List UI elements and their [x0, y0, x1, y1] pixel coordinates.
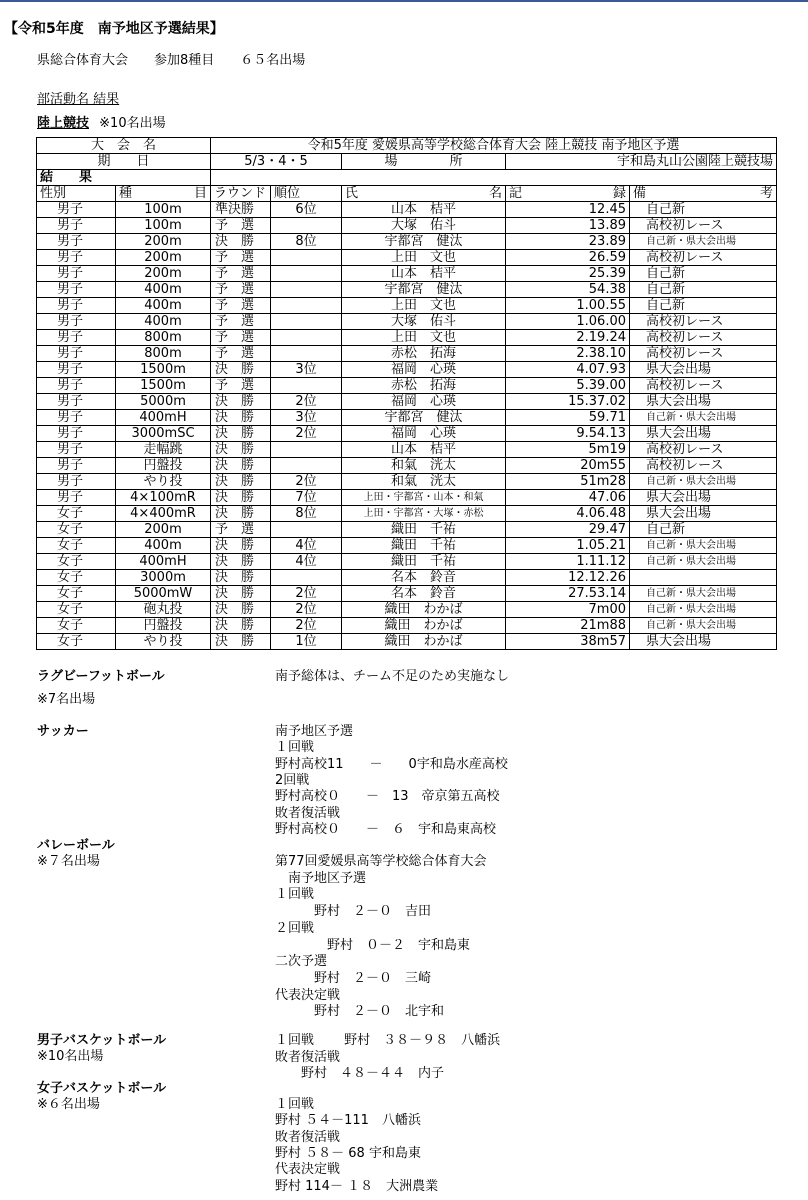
cell-place: [271, 458, 342, 474]
cell-record: 12.12.26: [506, 570, 630, 586]
cell-event: 800m: [116, 330, 211, 346]
cell-athlete: 上田 文也: [342, 250, 506, 266]
soccer-line: 南予地区予選: [275, 724, 354, 739]
page-title: 【令和5年度 南予地区予選結果】: [4, 21, 224, 37]
cell-gender: 女子: [37, 554, 116, 570]
womens-basketball-line: 野村 ５４－111 八幡浜: [275, 1113, 421, 1129]
cell-event: 100m: [116, 218, 211, 234]
cell-event: やり投: [116, 474, 211, 490]
summary-line: 県総合体育大会 参加8種目 ６５名出場: [37, 53, 306, 68]
header-round: ラウンド: [211, 186, 271, 202]
cell-gender: 女子: [37, 602, 116, 618]
rugby-result: 南予総体は、チーム不足のため実施なし: [275, 669, 510, 684]
table-row: [37, 202, 777, 218]
cell-round: 予 選: [211, 522, 271, 538]
womens-basketball-line: 野村 114－ １８ 大洲農業: [275, 1178, 439, 1194]
mens-basketball-line: １回戦 野村 ３８－９８ 八幡浜: [275, 1033, 501, 1048]
cell-round: 予 選: [211, 346, 271, 362]
table-row: [37, 362, 777, 378]
cell-place: [271, 378, 342, 394]
table-row: [37, 426, 777, 442]
cell-gender: 女子: [37, 634, 116, 650]
cell-athlete: 赤松 拓海: [342, 346, 506, 362]
athletics-note: ※10名出場: [99, 116, 166, 131]
cell-athlete: 和氣 洸太: [342, 458, 506, 474]
cell-place: 6位: [271, 202, 342, 218]
mens-basketball-line: 野村 ４８－４４ 内子: [275, 1066, 445, 1081]
cell-athlete: 宇都宮 健汰: [342, 282, 506, 298]
tournament-row: [37, 138, 777, 154]
cell-gender: 男子: [37, 330, 116, 346]
cell-record: 12.45: [506, 202, 630, 218]
cell-remarks: 県大会出場: [630, 634, 777, 650]
table-row: [37, 266, 777, 282]
volleyball-line: ２回戦: [275, 920, 315, 936]
header-record: 記 録: [506, 186, 630, 202]
cell-remarks: 自己新: [630, 282, 777, 298]
volleyball-line: 第77回愛媛県高等学校総合体育大会: [275, 854, 487, 869]
cell-athlete: 織田 わかば: [342, 618, 506, 634]
header-gender: 性別: [37, 186, 116, 202]
cell-place: [271, 266, 342, 282]
cell-remarks: 高校初レース: [630, 330, 777, 346]
cell-remarks: 自己新・県大会出場: [630, 410, 777, 426]
cell-gender: 男子: [37, 378, 116, 394]
cell-record: 1.06.00: [506, 314, 630, 330]
womens-basketball-line: 敗者復活戦: [275, 1129, 341, 1145]
cell-gender: 女子: [37, 506, 116, 522]
cell-event: 400mH: [116, 554, 211, 570]
cell-place: [271, 218, 342, 234]
cell-athlete: 織田 わかば: [342, 602, 506, 618]
cell-place: [271, 314, 342, 330]
volleyball-line: 二次予選: [275, 954, 328, 970]
cell-remarks: 自己新・県大会出場: [630, 538, 777, 554]
table-row: [37, 442, 777, 458]
cell-athlete: 福岡 心瑛: [342, 426, 506, 442]
cell-round: 予 選: [211, 314, 271, 330]
soccer-line: 2回戦: [275, 772, 310, 788]
table-row: [37, 458, 777, 474]
cell-remarks: 高校初レース: [630, 378, 777, 394]
cell-gender: 男子: [37, 298, 116, 314]
cell-remarks: 県大会出場: [630, 426, 777, 442]
cell-event: 400m: [116, 538, 211, 554]
cell-remarks: 県大会出場: [630, 490, 777, 506]
cell-remarks: 高校初レース: [630, 346, 777, 362]
cell-event: やり投: [116, 634, 211, 650]
cell-round: 予 選: [211, 330, 271, 346]
cell-gender: 男子: [37, 394, 116, 410]
cell-event: 200m: [116, 234, 211, 250]
mens-basketball-note: ※10名出場: [37, 1049, 104, 1064]
cell-remarks: 県大会出場: [630, 362, 777, 378]
cell-round: 予 選: [211, 218, 271, 234]
cell-gender: 男子: [37, 282, 116, 298]
cell-place: 3位: [271, 362, 342, 378]
tournament-name: 令和5年度 愛媛県高等学校総合体育大会 陸上競技 南予地区予選: [211, 138, 777, 154]
cell-athlete: 上田・宇都宮・山本・和氣: [342, 490, 506, 506]
cell-event: 円盤投: [116, 458, 211, 474]
cell-remarks: [630, 570, 777, 586]
cell-athlete: 赤松 拓海: [342, 378, 506, 394]
cell-gender: 男子: [37, 426, 116, 442]
cell-round: 決 勝: [211, 538, 271, 554]
cell-place: 4位: [271, 538, 342, 554]
cell-record: 59.71: [506, 410, 630, 426]
cell-gender: 男子: [37, 362, 116, 378]
cell-remarks: 県大会出場: [630, 394, 777, 410]
cell-record: 4.06.48: [506, 506, 630, 522]
athletics-results-table: [36, 137, 777, 650]
cell-record: 38m57: [506, 634, 630, 650]
cell-athlete: 織田 わかば: [342, 634, 506, 650]
cell-record: 5.39.00: [506, 378, 630, 394]
cell-athlete: 上田 文也: [342, 330, 506, 346]
cell-event: 4×100mR: [116, 490, 211, 506]
cell-gender: 男子: [37, 490, 116, 506]
cell-remarks: 高校初レース: [630, 442, 777, 458]
cell-event: 200m: [116, 522, 211, 538]
cell-athlete: 山本 桔平: [342, 202, 506, 218]
cell-round: 予 選: [211, 266, 271, 282]
cell-athlete: 山本 桔平: [342, 442, 506, 458]
womens-basketball-line: １回戦: [275, 1097, 315, 1112]
cell-remarks: 自己新: [630, 298, 777, 314]
venue-value: 宇和島丸山公園陸上競技場: [506, 154, 777, 170]
header-name: 氏 名: [342, 186, 506, 202]
cell-remarks: 自己新: [630, 202, 777, 218]
table-header-row: [37, 186, 777, 202]
rugby-note: ※7名出場: [37, 692, 96, 707]
cell-remarks: 高校初レース: [630, 458, 777, 474]
cell-record: 23.89: [506, 234, 630, 250]
cell-record: 9.54.13: [506, 426, 630, 442]
table-row: [37, 330, 777, 346]
cell-round: 準決勝: [211, 202, 271, 218]
athletics-heading-row: [37, 116, 166, 132]
cell-athlete: 名本 鈴音: [342, 570, 506, 586]
cell-event: 400mH: [116, 410, 211, 426]
cell-place: 1位: [271, 634, 342, 650]
table-row: [37, 314, 777, 330]
womens-basketball-line: 野村 ５８－ 68 宇和島東: [275, 1145, 421, 1161]
cell-round: 決 勝: [211, 474, 271, 490]
cell-gender: 男子: [37, 234, 116, 250]
cell-record: 4.07.93: [506, 362, 630, 378]
table-row: [37, 378, 777, 394]
cell-remarks: 高校初レース: [630, 218, 777, 234]
cell-round: 決 勝: [211, 618, 271, 634]
result-label-row: [37, 170, 777, 186]
cell-event: 3000m: [116, 570, 211, 586]
cell-place: 8位: [271, 234, 342, 250]
cell-remarks: 自己新・県大会出場: [630, 234, 777, 250]
cell-round: 予 選: [211, 282, 271, 298]
cell-athlete: 和氣 洸太: [342, 474, 506, 490]
cell-record: 2.19.24: [506, 330, 630, 346]
cell-event: 5000m: [116, 394, 211, 410]
cell-round: 決 勝: [211, 634, 271, 650]
table-row: [37, 282, 777, 298]
cell-event: 4×400mR: [116, 506, 211, 522]
table-row: [37, 410, 777, 426]
table-row: [37, 602, 777, 618]
cell-event: 1500m: [116, 362, 211, 378]
cell-athlete: 織田 千祐: [342, 554, 506, 570]
cell-event: 400m: [116, 298, 211, 314]
cell-event: 100m: [116, 202, 211, 218]
cell-gender: 男子: [37, 266, 116, 282]
cell-record: 29.47: [506, 522, 630, 538]
table-row: [37, 346, 777, 362]
volleyball-line: 野村 ０－２ 宇和島東: [275, 937, 471, 953]
header-event: 種 目: [116, 186, 211, 202]
cell-remarks: 自己新・県大会出場: [630, 586, 777, 602]
cell-record: 2.38.10: [506, 346, 630, 362]
cell-place: [271, 250, 342, 266]
soccer-heading: サッカー: [37, 724, 89, 739]
volleyball-heading: バレーボール: [37, 838, 115, 853]
cell-place: [271, 298, 342, 314]
cell-round: 決 勝: [211, 570, 271, 586]
cell-remarks: 県大会出場: [630, 506, 777, 522]
cell-gender: 男子: [37, 474, 116, 490]
cell-place: 2位: [271, 586, 342, 602]
cell-event: 5000mW: [116, 586, 211, 602]
cell-athlete: 織田 千祐: [342, 522, 506, 538]
cell-event: 800m: [116, 346, 211, 362]
soccer-line: 野村高校11 － 0宇和島水産高校: [275, 756, 508, 772]
table-row: [37, 394, 777, 410]
header-remarks: 備 考: [630, 186, 777, 202]
cell-athlete: 宇都宮 健汰: [342, 234, 506, 250]
cell-gender: 男子: [37, 346, 116, 362]
soccer-line: 敗者復活戦: [275, 805, 341, 821]
top-border: [0, 0, 808, 2]
cell-place: [271, 330, 342, 346]
cell-remarks: 自己新・県大会出場: [630, 602, 777, 618]
cell-gender: 女子: [37, 570, 116, 586]
date-label: 期 日: [37, 154, 211, 170]
cell-place: 2位: [271, 474, 342, 490]
cell-record: 1.05.21: [506, 538, 630, 554]
table-row: [37, 506, 777, 522]
cell-round: 決 勝: [211, 362, 271, 378]
womens-basketball-heading: 女子バスケットボール: [37, 1081, 167, 1096]
venue-label: 場 所: [342, 154, 506, 170]
cell-remarks: 高校初レース: [630, 250, 777, 266]
cell-round: 決 勝: [211, 234, 271, 250]
cell-round: 予 選: [211, 378, 271, 394]
cell-gender: 男子: [37, 314, 116, 330]
volleyball-line: １回戦: [275, 887, 315, 903]
cell-gender: 男子: [37, 458, 116, 474]
date-value: 5/3・4・5: [211, 154, 342, 170]
result-label: 結 果: [37, 170, 211, 186]
cell-round: 決 勝: [211, 458, 271, 474]
cell-record: 26.59: [506, 250, 630, 266]
cell-gender: 女子: [37, 618, 116, 634]
cell-remarks: 自己新・県大会出場: [630, 554, 777, 570]
cell-round: 決 勝: [211, 506, 271, 522]
volleyball-line: 代表決定戦: [275, 987, 341, 1003]
table-row: [37, 522, 777, 538]
cell-record: 7m00: [506, 602, 630, 618]
cell-event: 200m: [116, 266, 211, 282]
table-row: [37, 618, 777, 634]
cell-athlete: 福岡 心瑛: [342, 394, 506, 410]
cell-event: 400m: [116, 282, 211, 298]
cell-remarks: 自己新: [630, 522, 777, 538]
cell-event: 砲丸投: [116, 602, 211, 618]
cell-record: 47.06: [506, 490, 630, 506]
tournament-label: 大 会 名: [37, 138, 211, 154]
date-venue-row: [37, 154, 777, 170]
table-row: [37, 298, 777, 314]
cell-place: 2位: [271, 394, 342, 410]
cell-record: 5m19: [506, 442, 630, 458]
volleyball-line: 野村 ２－０ 三崎: [275, 970, 432, 986]
cell-record: 54.38: [506, 282, 630, 298]
cell-event: 走幅跳: [116, 442, 211, 458]
womens-basketball-line: 代表決定戦: [275, 1162, 341, 1178]
cell-athlete: 上田 文也: [342, 298, 506, 314]
club-results-heading: 部活動名 結果: [37, 92, 120, 107]
cell-event: 1500m: [116, 378, 211, 394]
cell-record: 1.00.55: [506, 298, 630, 314]
cell-record: 1.11.12: [506, 554, 630, 570]
cell-gender: 男子: [37, 250, 116, 266]
cell-gender: 女子: [37, 538, 116, 554]
cell-athlete: 福岡 心瑛: [342, 362, 506, 378]
cell-round: 決 勝: [211, 410, 271, 426]
cell-place: 7位: [271, 490, 342, 506]
table-row: [37, 586, 777, 602]
cell-gender: 男子: [37, 218, 116, 234]
cell-remarks: 自己新・県大会出場: [630, 474, 777, 490]
rugby-heading: ラグビーフットボール: [37, 669, 165, 684]
table-row: [37, 554, 777, 570]
cell-record: 20m55: [506, 458, 630, 474]
cell-round: 決 勝: [211, 554, 271, 570]
cell-record: 13.89: [506, 218, 630, 234]
athletics-heading: 陸上競技: [37, 116, 90, 131]
soccer-line: 野村高校０ － 13 帝京第五高校: [275, 789, 500, 805]
cell-round: 予 選: [211, 250, 271, 266]
soccer-line: １回戦: [275, 740, 315, 756]
cell-place: 2位: [271, 426, 342, 442]
cell-round: 決 勝: [211, 586, 271, 602]
cell-record: 21m88: [506, 618, 630, 634]
cell-gender: 男子: [37, 442, 116, 458]
cell-event: 3000mSC: [116, 426, 211, 442]
cell-place: 2位: [271, 618, 342, 634]
table-row: [37, 218, 777, 234]
table-row: [37, 490, 777, 506]
result-label-empty: [211, 170, 777, 186]
table-row: [37, 570, 777, 586]
cell-athlete: 山本 桔平: [342, 266, 506, 282]
cell-remarks: 自己新・県大会出場: [630, 618, 777, 634]
cell-gender: 女子: [37, 522, 116, 538]
cell-event: 200m: [116, 250, 211, 266]
cell-athlete: 上田・宇都宮・大塚・赤松: [342, 506, 506, 522]
cell-place: [271, 442, 342, 458]
cell-gender: 女子: [37, 586, 116, 602]
cell-round: 決 勝: [211, 602, 271, 618]
cell-athlete: 宇都宮 健汰: [342, 410, 506, 426]
womens-basketball-note: ※６名出場: [37, 1097, 100, 1112]
cell-athlete: 名本 鈴音: [342, 586, 506, 602]
cell-record: 27.53.14: [506, 586, 630, 602]
volleyball-line: 野村 ２－０ 吉田: [275, 904, 432, 920]
header-place: 順位: [271, 186, 342, 202]
volleyball-line: 野村 ２－０ 北宇和: [275, 1004, 445, 1020]
table-row: [37, 474, 777, 490]
cell-place: [271, 346, 342, 362]
cell-remarks: 高校初レース: [630, 314, 777, 330]
cell-athlete: 大塚 佑斗: [342, 218, 506, 234]
volleyball-line: 南予地区予選: [275, 870, 367, 886]
table-row: [37, 234, 777, 250]
cell-remarks: 自己新: [630, 266, 777, 282]
mens-basketball-heading: 男子バスケットボール: [37, 1033, 167, 1048]
cell-event: 400m: [116, 314, 211, 330]
cell-athlete: 織田 千祐: [342, 538, 506, 554]
cell-record: 15.37.02: [506, 394, 630, 410]
cell-round: 決 勝: [211, 426, 271, 442]
cell-place: [271, 282, 342, 298]
cell-round: 決 勝: [211, 490, 271, 506]
cell-place: 4位: [271, 554, 342, 570]
cell-place: [271, 570, 342, 586]
cell-gender: 男子: [37, 410, 116, 426]
cell-event: 円盤投: [116, 618, 211, 634]
cell-gender: 男子: [37, 202, 116, 218]
mens-basketball-line: 敗者復活戦: [275, 1049, 341, 1065]
soccer-line: 野村高校０ － ６ 宇和島東高校: [275, 821, 497, 837]
table-row: [37, 634, 777, 650]
volleyball-note: ※７名出場: [37, 854, 100, 869]
cell-place: 3位: [271, 410, 342, 426]
table-row: [37, 250, 777, 266]
cell-record: 51m28: [506, 474, 630, 490]
cell-athlete: 大塚 佑斗: [342, 314, 506, 330]
cell-place: 2位: [271, 602, 342, 618]
cell-round: 決 勝: [211, 394, 271, 410]
cell-place: [271, 522, 342, 538]
cell-record: 25.39: [506, 266, 630, 282]
cell-round: 予 選: [211, 298, 271, 314]
cell-place: 8位: [271, 506, 342, 522]
table-row: [37, 538, 777, 554]
cell-round: 決 勝: [211, 442, 271, 458]
